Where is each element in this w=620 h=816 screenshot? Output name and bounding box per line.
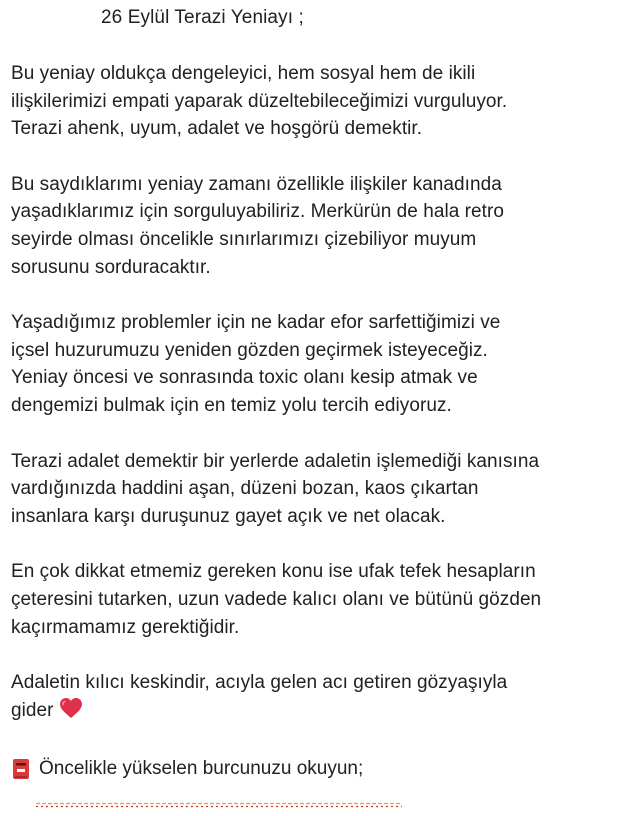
- note-content: [11, 0, 611, 783]
- paragraph-6: [11, 669, 611, 727]
- text-line: Adaletin kılıcı keskindir, acıyla gelen acı getiren gözyaşıyla: [11, 672, 508, 694]
- paragraph-1: [11, 60, 611, 143]
- final-line: [11, 755, 611, 783]
- page-title: 26 Eylül Terazi Yeniayı ;: [101, 7, 304, 28]
- red-heart-icon: [59, 697, 83, 728]
- text-line: Bu yeniay oldukça dengeleyici, hem sosyal hem de ikili: [11, 63, 476, 84]
- text-line: [11, 697, 611, 728]
- text-line: içsel huzurumuzu yeniden gözden geçirmek isteyeceğiz.: [11, 339, 488, 361]
- text-line: sorusunu sorduracaktır.: [11, 256, 211, 278]
- text-line: Terazi ahenk, uyum, adalet ve hoşgörü demektir.: [11, 118, 423, 140]
- text-line: yaşadıklarımız için sorguluyabiliriz. Merkürün de hala retro: [11, 201, 504, 223]
- text-line: Yaşadığımız problemler için ne kadar efor sarfettiğimizi ve: [11, 312, 501, 334]
- text-line: seyirde olması öncelikle sınırlarımızı çizebiliyor muyum: [11, 228, 477, 250]
- text-line: En çok dikkat etmemiz gereken konu ise ufak tefek hesapların: [11, 561, 536, 583]
- text-line: Terazi adalet demektir bir yerlerde adaletin işlemediği kanısına: [11, 450, 540, 472]
- text-line: kaçırmamamız gerektiğidir.: [11, 616, 240, 638]
- text-line: vardığınızda haddini aşan, düzeni bozan, kaos çıkartan: [11, 478, 479, 500]
- spellcheck-underline: [36, 802, 402, 808]
- text-line: ilişkilerimizi empati yaparak düzeltebileceğimizi vurguluyor.: [11, 90, 508, 112]
- final-line-text: Öncelikle yükselen burcunuzu okuyun;: [39, 758, 364, 780]
- paragraph-5: [11, 558, 611, 641]
- text-line: insanlara karşı duruşunuz gayet açık ve net olacak.: [11, 505, 446, 527]
- paragraph-2: [11, 171, 611, 281]
- text-line: çeteresini tutarken, uzun vadede kalıcı olanı ve bütünü gözden: [11, 588, 542, 610]
- postbox-icon: [11, 758, 31, 780]
- text-line: Yeniay öncesi ve sonrasında toxic olanı kesip atmak ve: [11, 367, 478, 389]
- paragraph-3: [11, 309, 611, 419]
- text-line: Bu saydıklarımı yeniay zamanı özellikle ilişkiler kanadında: [11, 173, 502, 195]
- text-fragment: gider: [11, 699, 54, 721]
- paragraph-4: [11, 448, 611, 531]
- text-line: dengemizi bulmak için en temiz yolu tercih ediyoruz.: [11, 394, 452, 416]
